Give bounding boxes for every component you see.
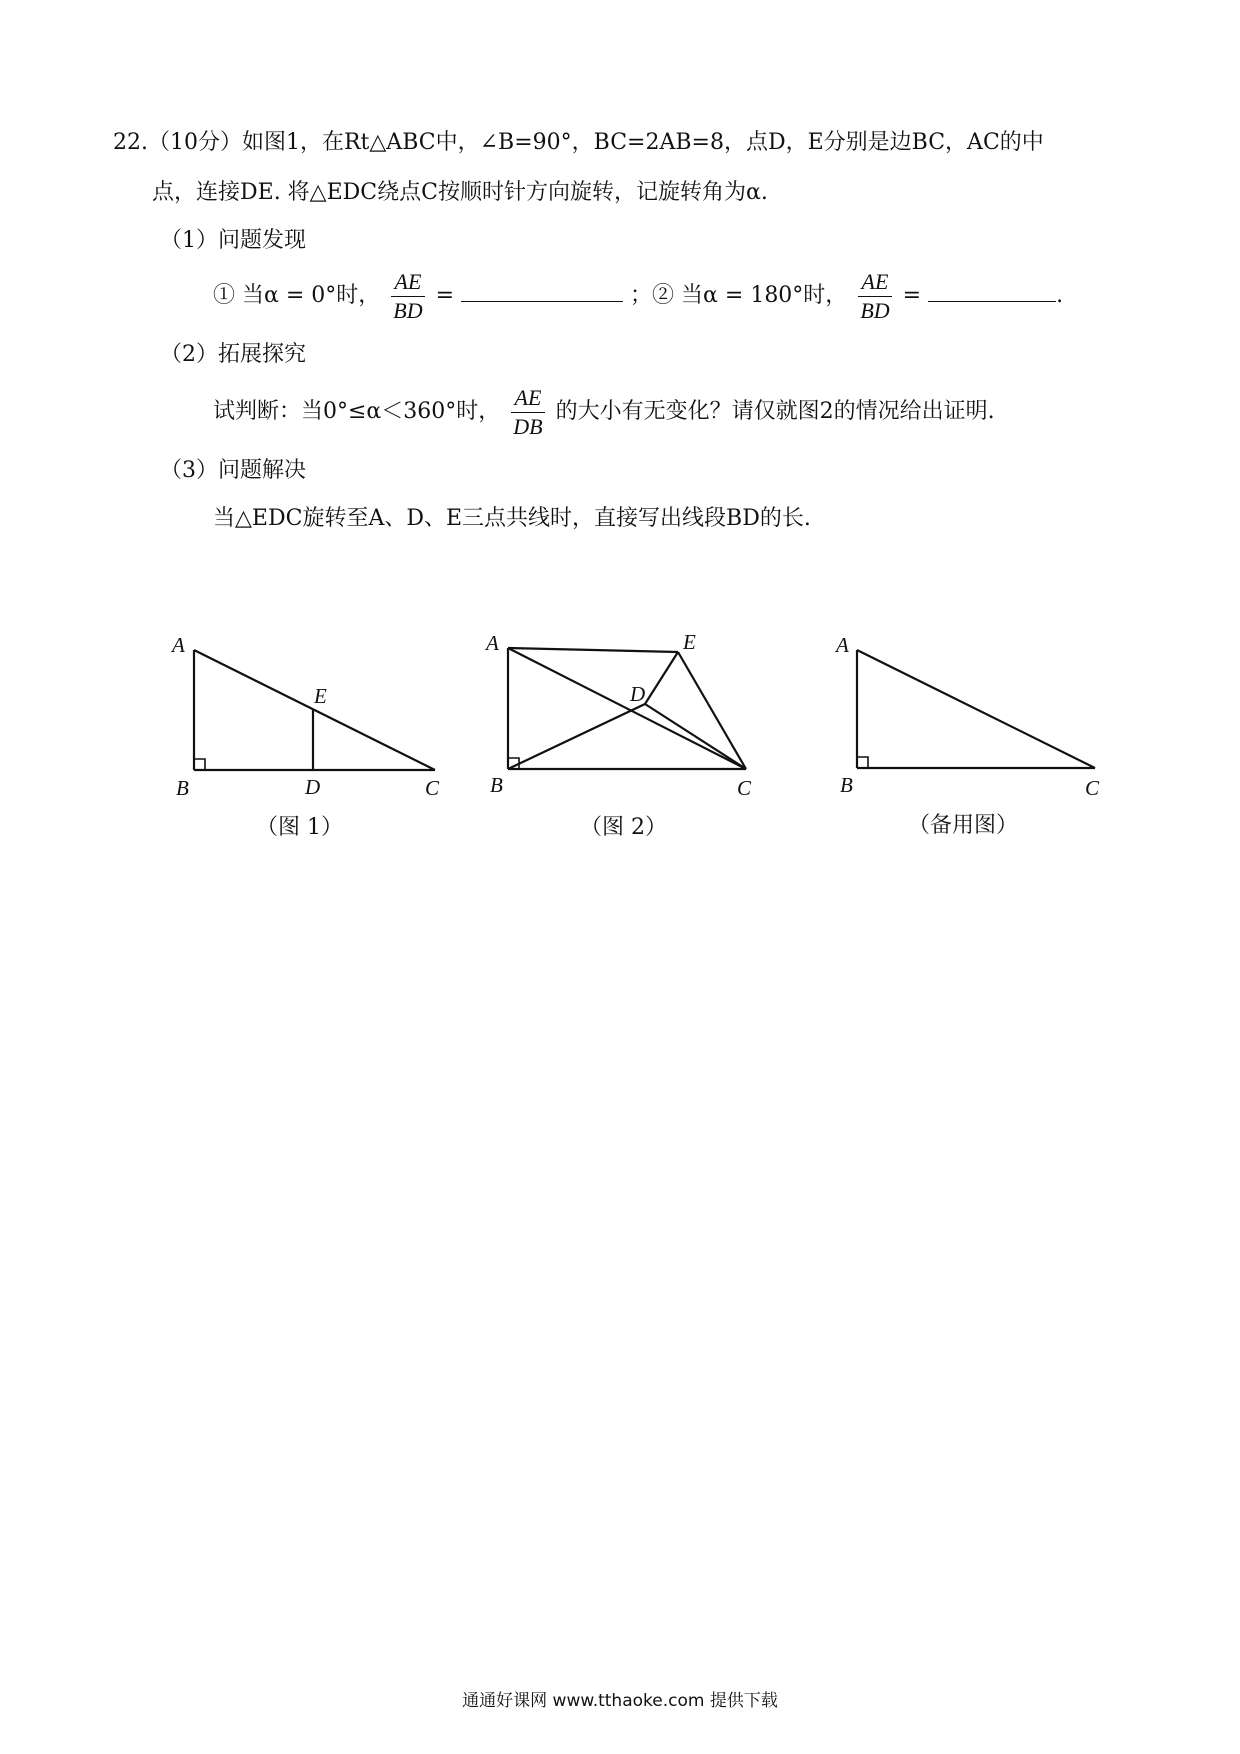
fig2-segment-ed <box>645 652 678 704</box>
part1-text-a: ① 当α = 0°时， <box>213 283 381 308</box>
fig1-right-angle-mark <box>194 759 205 770</box>
fig3-label-a: A <box>836 633 849 657</box>
question-line-2: 点，连接DE. 将△EDC绕点C按顺时针方向旋转，记旋转角为α. <box>152 180 768 205</box>
fig3-label-b: B <box>840 773 853 797</box>
page-footer: 通通好课网 www.tthaoke.com 提供下载 <box>462 1691 778 1711</box>
fig3-label-c: C <box>1085 776 1100 800</box>
part3-title: （3）问题解决 <box>160 458 306 483</box>
question-line-1: 22.（10分）如图1，在Rt△ABC中，∠B=90°，BC=2AB=8，点D，E分别是边BC，AC的中 <box>113 130 1044 155</box>
fig1-label-c: C <box>425 776 440 800</box>
fig2-label-d: D <box>630 682 646 706</box>
part2-text-a: 试判断：当0°≤α＜360°时， <box>213 399 501 424</box>
fig2-caption: （图 2） <box>580 815 667 840</box>
part2-text-b: 的大小有无变化？请仅就图2的情况给出证明. <box>555 399 995 424</box>
fig2-segment-dc <box>645 704 746 769</box>
figure-backup <box>857 650 1095 768</box>
fig1-label-d: D <box>305 775 321 799</box>
fig2-segment-bd <box>508 704 645 769</box>
fig1-label-a: A <box>172 633 185 657</box>
fig2-label-c: C <box>737 776 752 800</box>
part3-text: 当△EDC旋转至A、D、E三点共线时，直接写出线段BD的长. <box>213 506 811 531</box>
fig3-right-angle-mark <box>857 757 868 768</box>
equals-sign: = <box>902 283 922 308</box>
fraction-numerator: AE <box>858 270 891 297</box>
fraction-denominator: BD <box>393 297 423 323</box>
fig2-label-e: E <box>683 630 696 654</box>
fraction-denominator: BD <box>860 297 890 323</box>
fig1-label-b: B <box>176 776 189 800</box>
fig1-label-e: E <box>314 684 327 708</box>
fig1-caption: （图 1） <box>256 815 343 840</box>
part2-title: （2）拓展探究 <box>160 342 306 367</box>
figure-1 <box>194 650 435 770</box>
fig1-side-ac <box>194 650 435 770</box>
fraction-numerator: AE <box>511 386 544 413</box>
fraction-numerator: AE <box>391 270 424 297</box>
fig2-segment-ae <box>508 648 678 652</box>
part1-text-b: ；② 当α = 180°时， <box>630 283 848 308</box>
period: . <box>1056 283 1064 308</box>
fig3-caption: （备用图） <box>908 813 1019 838</box>
equals-sign: = <box>435 283 455 308</box>
fig2-label-a: A <box>486 631 499 655</box>
fig2-label-b: B <box>490 773 503 797</box>
part1-title: （1）问题发现 <box>160 228 306 253</box>
fig3-side-ac <box>857 650 1095 768</box>
fraction-denominator: DB <box>513 413 543 439</box>
figure-2 <box>508 648 746 769</box>
